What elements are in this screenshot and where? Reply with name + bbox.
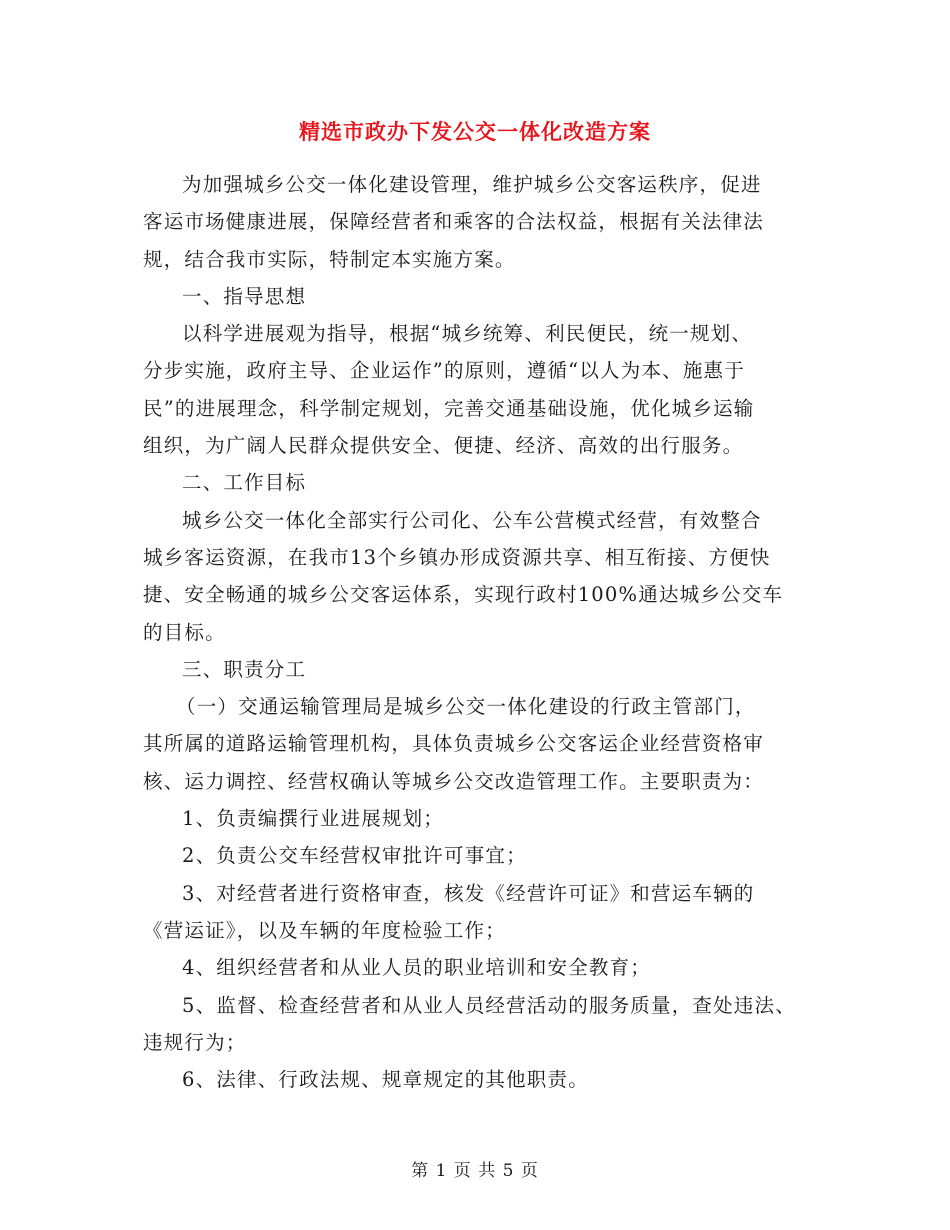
paragraph-line: 分步实施，政府主导、企业运作”的原则，遵循“以人为本、施惠于: [143, 359, 745, 383]
list-item: 4、组织经营者和从业人员的职业培训和安全教育；: [182, 956, 652, 980]
paragraph-line: 民”的进展理念，科学制定规划，完善交通基础设施，优化城乡运输: [143, 396, 755, 420]
list-item: 2、负责公交车经营权审批许可事宜；: [182, 844, 527, 868]
paragraph-line: 组织，为广阔人民群众提供安全、便捷、经济、高效的出行服务。: [143, 434, 744, 458]
section-heading: 一、指导思想: [182, 284, 307, 308]
paragraph-line: 捷、安全畅通的城乡公交客运体系，实现行政村100%通达城乡公交车: [143, 583, 784, 607]
section-heading: 三、职责分工: [182, 657, 307, 681]
page-footer: 第 1 页 共 5 页: [411, 1161, 539, 1181]
paragraph-line: 城乡公交一体化全部实行公司化、公车公营模式经营，有效整合: [182, 508, 762, 532]
section-heading: 二、工作目标: [182, 471, 307, 495]
paragraph-line: 以科学进展观为指导，根据“城乡统筹、利民便民，统一规划、: [182, 322, 753, 346]
list-item: 5、监督、检查经营者和从业人员经营活动的服务质量，查处违法、: [182, 993, 796, 1017]
paragraph-line: 城乡客运资源，在我市13个乡镇办形成资源共享、相互衔接、方便快: [143, 545, 771, 569]
paragraph-line: （一）交通运输管理局是城乡公交一体化建设的行政主管部门，: [176, 695, 756, 719]
list-item: 3、对经营者进行资格审查，核发《经营许可证》和营运车辆的: [182, 881, 755, 905]
paragraph-line: 为加强城乡公交一体化建设管理，维护城乡公交客运秩序，促进: [182, 173, 762, 196]
paragraph-line: 违规行为；: [143, 1030, 247, 1054]
paragraph-line: 的目标。: [143, 620, 226, 644]
paragraph-line: 《营运证》，以及车辆的年度检验工作；: [143, 918, 506, 942]
document-title: 精选市政办下发公交一体化改造方案: [299, 120, 651, 144]
paragraph-line: 客运市场健康进展，保障经营者和乘客的合法权益，根据有关法律法: [143, 210, 765, 234]
paragraph-line: 核、运力调控、经营权确认等城乡公交改造管理工作。主要职责为：: [143, 769, 765, 793]
list-item: 1、负责编撰行业进展规划；: [182, 807, 445, 831]
document-body: [143, 170, 823, 1102]
list-item: 6、法律、行政法规、规章规定的其他职责。: [182, 1068, 589, 1092]
paragraph-line: 规，结合我市实际，特制定本实施方案。: [143, 247, 516, 271]
paragraph-line: 其所属的道路运输管理机构，具体负责城乡公交客运企业经营资格审: [143, 732, 765, 756]
